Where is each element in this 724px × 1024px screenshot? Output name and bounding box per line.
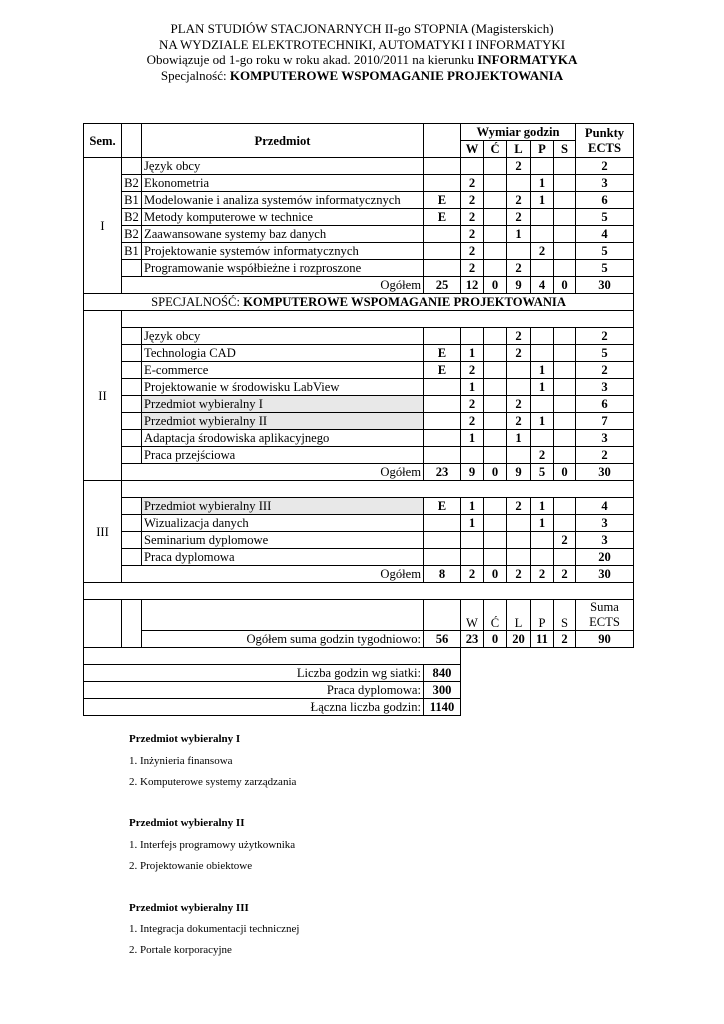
hours-c [484,447,507,464]
hours-w: 1 [461,515,484,532]
semester-label: II [84,311,122,481]
hours-w [461,549,484,566]
semester-total-row [84,566,634,583]
hours-w: 1 [461,430,484,447]
exam-flag [424,328,461,345]
subject-code [122,413,142,430]
table-row [84,549,634,566]
subject-code [122,396,142,413]
col-header-semester: Sem. [84,124,122,158]
elective-1-item-1: 1. Inżynieria finansowa [129,755,233,767]
hours-c [484,209,507,226]
elective-3-item-1: 1. Integracja dokumentacji technicznej [129,923,300,935]
col-header-w: W [461,141,484,158]
exam-flag [424,515,461,532]
subject-name: Modelowanie i analiza systemów informatycznych [142,192,424,209]
col-header-p: P [531,141,554,158]
hours-s [554,209,576,226]
hours-l [507,515,531,532]
elective-1-item-2: 2. Komputerowe systemy zarządzania [129,776,297,788]
subject-code [122,498,142,515]
summary-weekly-row [84,631,634,648]
hours-c [484,243,507,260]
weekly-c: 0 [484,631,507,648]
table-row [84,328,634,345]
subject-code [122,379,142,396]
table-row [84,498,634,515]
total-ects: 30 [576,464,634,481]
exam-flag [424,260,461,277]
hours-w: 2 [461,175,484,192]
ects-value: 3 [576,175,634,192]
exam-flag [424,158,461,175]
hours-p: 1 [531,515,554,532]
col-header-c: Ć [484,141,507,158]
total-label: Ogółem [122,277,424,294]
total-hours-value: 1140 [424,699,461,716]
header-line-2: NA WYDZIALE ELEKTROTECHNIKI, AUTOMATYKI I INFORMATYKI [158,36,566,52]
ects-value: 2 [576,328,634,345]
total-sum: 23 [424,464,461,481]
subject-name: Ekonometria [142,175,424,192]
ects-value: 20 [576,549,634,566]
exam-flag [424,413,461,430]
empty-cell [122,124,142,158]
hours-w: 1 [461,379,484,396]
hours-w [461,328,484,345]
total-sum: 25 [424,277,461,294]
hours-s [554,175,576,192]
grid-hours-label: Liczba godzin wg siatki: [84,665,424,682]
table-row [84,243,634,260]
table-row [84,260,634,277]
total-hours-label: Łączna liczba godzin: [84,699,424,716]
hours-s [554,379,576,396]
exam-flag [424,243,461,260]
hours-s [554,226,576,243]
total-w: 12 [461,277,484,294]
hours-s [554,396,576,413]
hours-w: 2 [461,243,484,260]
hours-w: 2 [461,226,484,243]
hours-l: 2 [507,396,531,413]
ects-value: 3 [576,430,634,447]
hours-l [507,243,531,260]
thesis-hours-row [84,682,634,699]
total-p: 5 [531,464,554,481]
total-p: 4 [531,277,554,294]
hours-w: 2 [461,192,484,209]
hours-s [554,515,576,532]
hours-l [507,532,531,549]
hours-l [507,549,531,566]
hours-l: 2 [507,209,531,226]
total-l: 9 [507,464,531,481]
thesis-hours-label: Praca dyplomowa: [84,682,424,699]
weekly-w: 23 [461,631,484,648]
table-row [84,447,634,464]
hours-w [461,158,484,175]
total-w: 9 [461,464,484,481]
summary-header-row [84,600,634,631]
total-c: 0 [484,464,507,481]
hours-w [461,447,484,464]
table-row [84,430,634,447]
exam-flag: E [424,362,461,379]
hours-s [554,345,576,362]
hours-l: 2 [507,192,531,209]
hours-p [531,396,554,413]
hours-p: 2 [531,243,554,260]
empty-cell [84,600,122,648]
hours-l [507,362,531,379]
hours-s [554,447,576,464]
hours-s [554,430,576,447]
ects-value: 4 [576,498,634,515]
exam-flag [424,532,461,549]
hours-c [484,430,507,447]
hours-p [531,226,554,243]
subject-name: Wizualizacja danych [142,515,424,532]
table-spacer-row [84,481,634,498]
summary-col-l: L [507,600,531,631]
empty-cell [424,600,461,631]
thesis-hours-value: 300 [424,682,461,699]
subject-code [122,260,142,277]
empty-cell [424,124,461,158]
hours-s [554,413,576,430]
table-row [84,362,634,379]
subject-name: Język obcy [142,328,424,345]
exam-flag [424,430,461,447]
hours-p [531,328,554,345]
semester-total-row [84,464,634,481]
elective-2-title: Przedmiot wybieralny II [129,817,245,829]
exam-flag [424,396,461,413]
hours-p [531,345,554,362]
ects-value: 5 [576,345,634,362]
semester-label: I [84,158,122,294]
hours-c [484,328,507,345]
header-line-3: Obowiązuje od 1-go roku w roku akad. 2010/2011 na kierunku INFORMATYKA [146,52,578,67]
summary-col-c: Ć [484,600,507,631]
table-spacer-row [84,648,634,665]
hours-c [484,532,507,549]
exam-flag [424,549,461,566]
total-label: Ogółem [122,464,424,481]
hours-w: 2 [461,413,484,430]
hours-c [484,498,507,515]
table-row [84,158,634,175]
subject-code [122,328,142,345]
total-c: 0 [484,277,507,294]
grid-hours-row [84,665,634,682]
total-l: 2 [507,566,531,583]
hours-l: 2 [507,413,531,430]
total-ects: 30 [576,566,634,583]
exam-flag [424,175,461,192]
hours-s [554,328,576,345]
subject-name: Praca dyplomowa [142,549,424,566]
subject-name: Przedmiot wybieralny III [142,498,424,515]
hours-c [484,345,507,362]
subject-name: Praca przejściowa [142,447,424,464]
subject-code [122,158,142,175]
study-plan-table [83,123,634,716]
hours-s: 2 [554,532,576,549]
hours-p: 1 [531,175,554,192]
col-header-s: S [554,141,576,158]
subject-code [122,515,142,532]
elective-3-item-2: 2. Portale korporacyjne [129,944,232,956]
subject-name: Technologia CAD [142,345,424,362]
hours-c [484,515,507,532]
ects-value: 5 [576,209,634,226]
total-s: 2 [554,566,576,583]
table-spacer-row [84,583,634,600]
exam-flag [424,447,461,464]
col-header-hours: Wymiar godzin [461,124,576,141]
empty-cell [142,600,424,631]
semester-total-row [84,277,634,294]
hours-s [554,549,576,566]
hours-p [531,549,554,566]
subject-code [122,362,142,379]
hours-c [484,362,507,379]
exam-flag [424,226,461,243]
subject-code: B1 [122,192,142,209]
total-sum: 8 [424,566,461,583]
hours-l: 2 [507,158,531,175]
table-header-row [84,124,634,141]
hours-s [554,243,576,260]
hours-p: 2 [531,447,554,464]
subject-name: Projektowanie w środowisku LabView [142,379,424,396]
total-hours-row [84,699,634,716]
table-row [84,379,634,396]
elective-2-item-2: 2. Projektowanie obiektowe [129,860,253,872]
elective-1-title: Przedmiot wybieralny I [129,733,241,745]
subject-code: B2 [122,175,142,192]
hours-c [484,413,507,430]
weekly-p: 11 [531,631,554,648]
hours-p [531,209,554,226]
weekly-hours-sum: 56 [424,631,461,648]
hours-w: 2 [461,260,484,277]
exam-flag: E [424,209,461,226]
hours-w: 2 [461,396,484,413]
total-s: 0 [554,464,576,481]
summary-col-s: S [554,600,576,631]
hours-c [484,175,507,192]
hours-p: 1 [531,362,554,379]
empty-cell [84,648,461,665]
hours-c [484,192,507,209]
ects-value: 2 [576,158,634,175]
grid-hours-value: 840 [424,665,461,682]
subject-code: B2 [122,209,142,226]
total-p: 2 [531,566,554,583]
ects-value: 3 [576,532,634,549]
hours-c [484,549,507,566]
ects-value: 3 [576,515,634,532]
subject-code [122,430,142,447]
hours-c [484,396,507,413]
hours-c [484,158,507,175]
subject-name: Seminarium dyplomowe [142,532,424,549]
header-line-1: PLAN STUDIÓW STACJONARNYCH II-go STOPNIA (Magisterskich) [170,21,554,36]
ects-value: 5 [576,260,634,277]
hours-l: 1 [507,430,531,447]
total-s: 0 [554,277,576,294]
total-l: 9 [507,277,531,294]
hours-p: 1 [531,379,554,396]
hours-l: 2 [507,260,531,277]
subject-name: Adaptacja środowiska aplikacyjnego [142,430,424,447]
hours-s [554,362,576,379]
hours-p: 1 [531,498,554,515]
subject-name: Przedmiot wybieralny II [142,413,424,430]
hours-l: 2 [507,345,531,362]
table-row [84,226,634,243]
col-header-l: L [507,141,531,158]
table-row [84,413,634,430]
table-spacer-row [84,311,634,328]
document-header [0,21,724,83]
empty-cell [122,481,634,498]
hours-l [507,379,531,396]
table-row [84,396,634,413]
elective-2-item-1: 1. Interfejs programowy użytkownika [129,839,296,851]
hours-w [461,532,484,549]
hours-p [531,430,554,447]
hours-c [484,260,507,277]
hours-c [484,226,507,243]
total-c: 0 [484,566,507,583]
subject-name: Programowanie współbieżne i rozproszone [142,260,424,277]
empty-cell [122,600,142,648]
subject-code [122,549,142,566]
ects-value: 4 [576,226,634,243]
ects-value: 5 [576,243,634,260]
header-line-4: Specjalność: KOMPUTEROWE WSPOMAGANIE PROJEKTOWANIA [160,67,564,83]
hours-s [554,192,576,209]
total-ects: 30 [576,277,634,294]
ects-value: 6 [576,192,634,209]
hours-p [531,260,554,277]
hours-w: 2 [461,362,484,379]
hours-l: 1 [507,226,531,243]
table-row [84,532,634,549]
hours-l: 2 [507,498,531,515]
table-row [84,515,634,532]
subject-name: Projektowanie systemów informatycznych [142,243,424,260]
empty-cell [84,583,634,600]
hours-p: 1 [531,192,554,209]
ects-value: 2 [576,447,634,464]
ects-value: 2 [576,362,634,379]
col-header-subject: Przedmiot [142,124,424,158]
empty-cell [461,648,634,665]
hours-w: 1 [461,498,484,515]
semester-label: III [84,481,122,583]
subject-code [122,532,142,549]
ects-value: 3 [576,379,634,396]
table-row [84,209,634,226]
summary-col-w: W [461,600,484,631]
specialty-banner: SPECJALNOŚĆ: KOMPUTEROWE WSPOMAGANIE PROJEKTOWANIA [84,294,634,311]
hours-s [554,158,576,175]
exam-flag: E [424,192,461,209]
table-row [84,192,634,209]
weekly-s: 2 [554,631,576,648]
col-header-ects: Punkty ECTS [576,124,634,158]
hours-p [531,532,554,549]
total-label: Ogółem [122,566,424,583]
weekly-l: 20 [507,631,531,648]
specialty-row [84,294,634,311]
hours-c [484,379,507,396]
subject-name: E-commerce [142,362,424,379]
subject-name: Przedmiot wybieralny I [142,396,424,413]
empty-cell [122,311,634,328]
hours-l: 2 [507,328,531,345]
hours-l [507,175,531,192]
total-ects-sum: 90 [576,631,634,648]
hours-s [554,260,576,277]
total-w: 2 [461,566,484,583]
subject-name: Metody komputerowe w technice [142,209,424,226]
summary-ects-label: Suma ECTS [576,600,634,631]
exam-flag [424,379,461,396]
elective-3-title: Przedmiot wybieralny III [129,902,249,914]
exam-flag: E [424,345,461,362]
empty-cell [461,665,634,682]
empty-cell [461,699,634,716]
subject-code [122,345,142,362]
weekly-hours-label: Ogółem suma godzin tygodniowo: [142,631,424,648]
subject-code: B1 [122,243,142,260]
table-row [84,345,634,362]
empty-cell [461,682,634,699]
subject-code: B2 [122,226,142,243]
ects-value: 7 [576,413,634,430]
hours-p [531,158,554,175]
summary-col-p: P [531,600,554,631]
hours-p: 1 [531,413,554,430]
exam-flag: E [424,498,461,515]
subject-code [122,447,142,464]
subject-name: Język obcy [142,158,424,175]
table-row [84,175,634,192]
hours-w: 2 [461,209,484,226]
ects-value: 6 [576,396,634,413]
hours-s [554,498,576,515]
hours-l [507,447,531,464]
hours-w: 1 [461,345,484,362]
subject-name: Zaawansowane systemy baz danych [142,226,424,243]
